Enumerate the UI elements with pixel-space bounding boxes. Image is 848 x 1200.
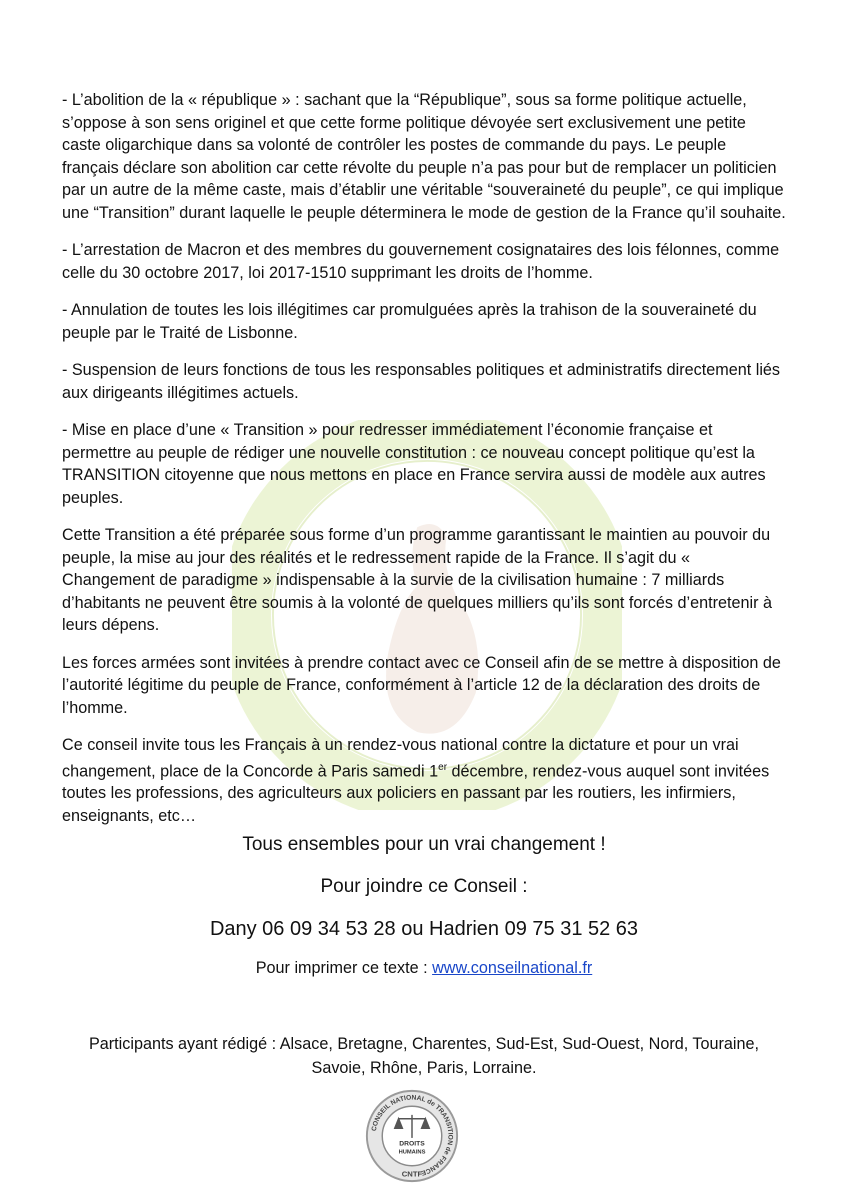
print-line <box>62 959 786 978</box>
slogan: Tous ensembles pour un vrai changement ! <box>242 834 606 855</box>
paragraph-abolition: - L’abolition de la « république » : sachant que la “République”, sous sa forme politique actuelle, s’oppose à son sens originel et que cette forme politique dévoyée sert exclusivement une petite caste oligarchique dans sa volonté de contrôler les postes de commande du pays. Le peuple français déclare son abolition car cette révolte du peuple n’a pas pour but de remplacer un politicien par un autre de la même caste, mais d’établir une véritable “souveraineté du peuple”, ce qui implique une “Transition” durant laquelle le peuple déterminera le mode de gestion de la France qu’il souhaite. <box>62 91 786 222</box>
rendez-vous-text-b: décembre, rendez-vous auquel sont invitées toutes les professions, des agriculteurs aux policiers en passant par les routiers, les infirmiers, enseignants, etc… <box>62 761 770 825</box>
contact-line: Dany 06 09 34 53 28 ou Hadrien 09 75 31 52 63 <box>209 918 639 940</box>
paragraph-programme: Cette Transition a été préparée sous forme d’un programme garantissant le maintien au pouvoir du peuple, la mise au jour des réalités et le redressement rapide de la France. Il s’agit du « Changement de paradigme » indispensable à la survie de la civilisation humaine : 7 milliards d’habitants ne peuvent être soumis à la volonté de quelques milliers qu’ils sont forcés d’entretenir à leurs dépens. <box>62 526 772 634</box>
website-link[interactable]: www.conseilnational.fr <box>432 959 593 977</box>
seal-humains: HUMAINS <box>398 1149 426 1156</box>
rendez-vous-sup: er <box>438 761 448 773</box>
paragraph-rendez-vous <box>62 734 786 827</box>
document-body <box>62 89 786 1077</box>
participants: Participants ayant rédigé : Alsace, Bretagne, Charentes, Sud-Est, Sud-Ouest, Nord, Touraine, Savoie, Rhône, Paris, Lorraine. <box>88 1035 760 1077</box>
paragraph-forces-armees: Les forces armées sont invitées à prendre contact avec ce Conseil afin de se mettre à disposition de l’autorité légitime du peuple de France, conformément à l’article 12 de la déclaration des droits de l’homme. <box>62 653 781 717</box>
seal-ring-text: CONSEIL NATIONAL de TRANSITION de FRANCE <box>370 1094 454 1177</box>
print-label: Pour imprimer ce texte : <box>255 959 428 977</box>
paragraph-transition: - Mise en place d’une « Transition » pour redresser immédiatement l’économie française et permettre au peuple de rédiger une nouvelle constitution : ce nouveau concept politique qu’est la TRANSITION citoyenne que nous mettons en place en France servira aussi de modèle aux autres peuples. <box>62 421 766 507</box>
rendez-vous-text-a: Ce conseil invite tous les Français à un rendez-vous national contre la dictature et pour un vrai changement, place de la Concorde à Paris samedi 1 <box>62 736 739 780</box>
seal-droits: DROITS <box>399 1140 425 1148</box>
paragraph-suspension: - Suspension de leurs fonctions de tous les responsables politiques et administratifs directement liés aux dirigeants illégitimes actuels. <box>62 361 781 402</box>
contact-heading: Pour joindre ce Conseil : <box>320 876 528 897</box>
cntf-seal-logo <box>364 1088 460 1184</box>
paragraph-arrestation: - L’arrestation de Macron et des membres du gouvernement cosignataires des lois félonnes, comme celle du 30 octobre 2017, loi 2017-1510 supprimant les droits de l’homme. <box>62 241 780 282</box>
paragraph-annulation: - Annulation de toutes les lois illégitimes car promulguées après la trahison de la souveraineté du peuple par le Traité de Lisbonne. <box>62 301 757 342</box>
seal-cntf: CNTF <box>401 1169 423 1179</box>
